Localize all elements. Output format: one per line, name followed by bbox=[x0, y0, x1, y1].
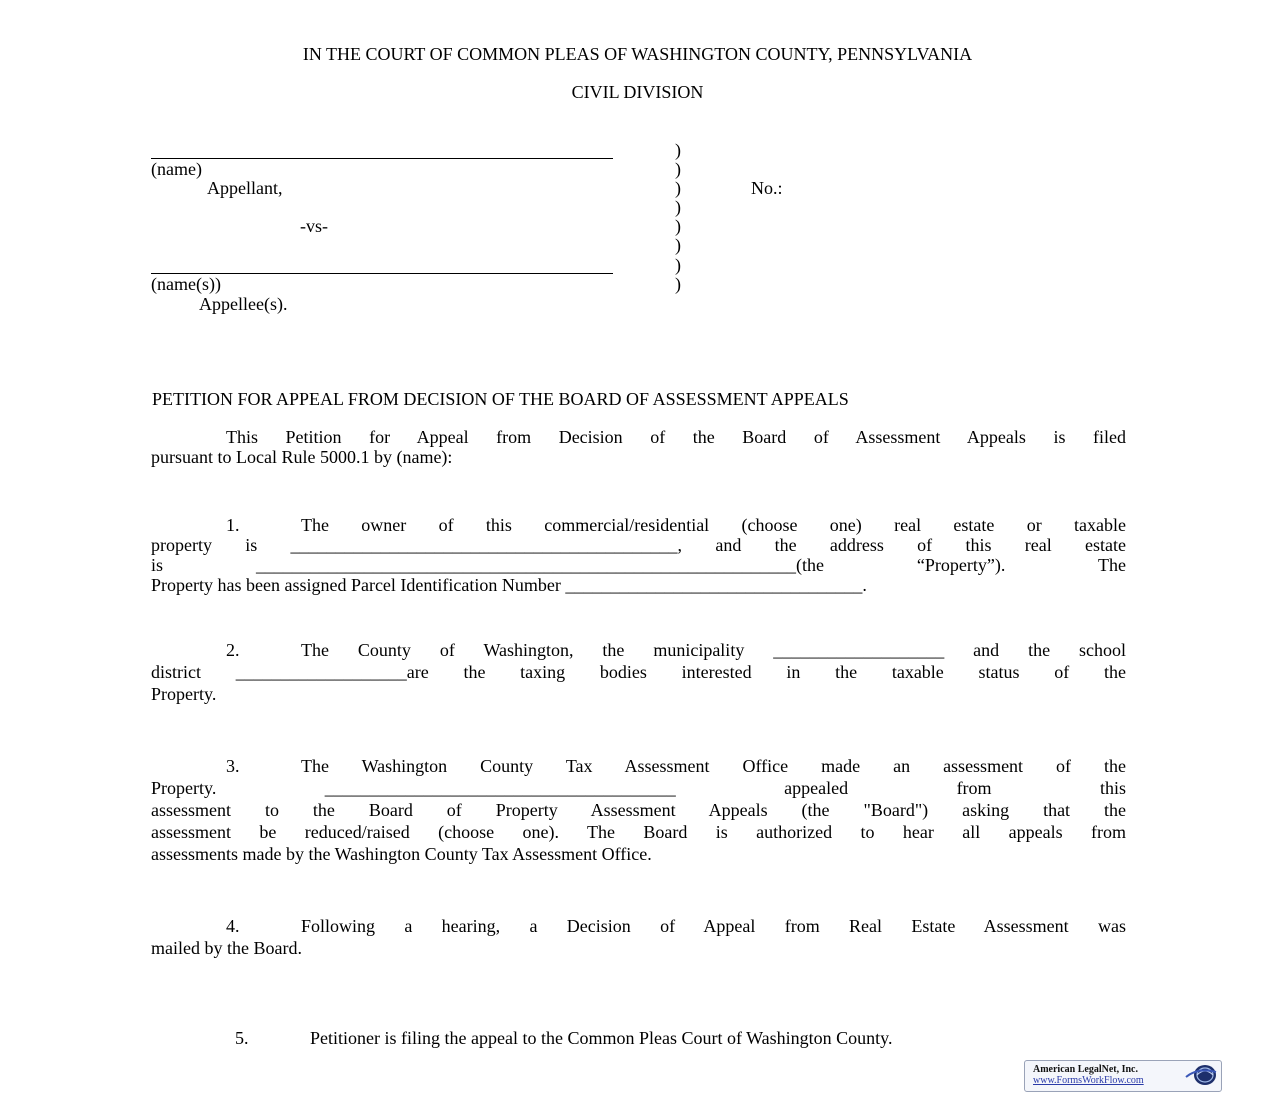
caption-paren: ) bbox=[675, 216, 681, 236]
p1-text-1: The owner of this commercial/residential (choose one) real estate or taxable bbox=[301, 515, 1126, 535]
intro-text-1: This Petition for Appeal from Decision of the Board of Assessment Appeals is filed bbox=[226, 427, 1126, 447]
logo-url[interactable]: www.FormsWorkFlow.com bbox=[1033, 1075, 1144, 1086]
p3-line-4: assessment be reduced/raised (choose one). The Board is authorized to hear all appeals from bbox=[151, 822, 1126, 842]
intro-paragraph bbox=[151, 427, 1126, 467]
caption-paren: ) bbox=[675, 178, 681, 198]
p3-number: 3. bbox=[226, 756, 240, 776]
p1-number: 1. bbox=[226, 515, 240, 535]
caption-paren: ) bbox=[675, 159, 681, 179]
p3-text-1: The Washington County Tax Assessment Office made an assessment of the bbox=[301, 756, 1126, 776]
p2-line-3: Property. bbox=[151, 684, 217, 704]
division-heading: CIVIL DIVISION bbox=[571, 82, 704, 102]
p4-line-1 bbox=[151, 915, 1126, 937]
p2-line-1 bbox=[151, 639, 1126, 661]
forms-workflow-logo[interactable] bbox=[1024, 1060, 1222, 1092]
p1-line-2: property is ___________________________________________, and the address of this real estate bbox=[151, 535, 1126, 555]
p3-line-5: assessments made by the Washington County Tax Assessment Office. bbox=[151, 844, 652, 864]
logo-company: American LegalNet, Inc. bbox=[1033, 1064, 1138, 1075]
p4-number: 4. bbox=[226, 916, 240, 936]
paragraph-2 bbox=[151, 639, 1126, 705]
caption-paren: ) bbox=[675, 274, 681, 294]
paragraph-3 bbox=[151, 755, 1126, 865]
p3-line-3: assessment to the Board of Property Assessment Appeals (the "Board") asking that the bbox=[151, 800, 1126, 820]
caption-paren: ) bbox=[675, 235, 681, 255]
case-number-label: No.: bbox=[751, 178, 783, 198]
paragraph-1 bbox=[151, 515, 1126, 595]
caption-paren: ) bbox=[675, 255, 681, 275]
appellant-name-label: (name) bbox=[151, 159, 202, 179]
caption-paren: ) bbox=[675, 197, 681, 217]
court-heading: IN THE COURT OF COMMON PLEAS OF WASHINGTON COUNTY, PENNSYLVANIA bbox=[302, 44, 973, 64]
appellant-role: Appellant, bbox=[207, 178, 283, 198]
intro-line-1 bbox=[151, 427, 1126, 447]
paragraph-4 bbox=[151, 915, 1126, 959]
p1-line-3: is ____________________________________________________________(the “Property”). The bbox=[151, 555, 1126, 575]
appellee-name-label: (name(s)) bbox=[151, 274, 221, 294]
intro-text-2: pursuant to Local Rule 5000.1 by (name): bbox=[151, 447, 453, 467]
caption-paren: ) bbox=[675, 140, 681, 160]
petition-title: PETITION FOR APPEAL FROM DECISION OF THE BOARD OF ASSESSMENT APPEALS bbox=[152, 389, 849, 409]
p2-line-2: district ___________________are the taxing bodies interested in the taxable status of the bbox=[151, 662, 1126, 682]
p4-text-1: Following a hearing, a Decision of Appeal from Real Estate Assessment was bbox=[301, 916, 1126, 936]
p5-number: 5. bbox=[235, 1028, 249, 1048]
p5-text-1: Petitioner is filing the appeal to the Common Pleas Court of Washington County. bbox=[310, 1028, 893, 1048]
p3-line-1 bbox=[151, 755, 1126, 777]
appellee-role: Appellee(s). bbox=[199, 294, 288, 314]
appellant-name-line bbox=[151, 158, 613, 159]
p2-number: 2. bbox=[226, 640, 240, 660]
p1-line-1 bbox=[151, 515, 1126, 535]
globe-icon bbox=[1184, 1063, 1218, 1087]
p1-line-4: Property has been assigned Parcel Identification Number _________________________________. bbox=[151, 575, 867, 595]
versus-label: -vs- bbox=[300, 216, 328, 236]
p2-text-1: The County of Washington, the municipality ___________________ and the school bbox=[301, 640, 1126, 660]
p3-line-2: Property. _______________________________________ appealed from this bbox=[151, 778, 1126, 798]
intro-line-2 bbox=[151, 447, 1126, 467]
paragraph-5 bbox=[151, 1008, 1126, 1048]
p4-line-2: mailed by the Board. bbox=[151, 938, 302, 958]
